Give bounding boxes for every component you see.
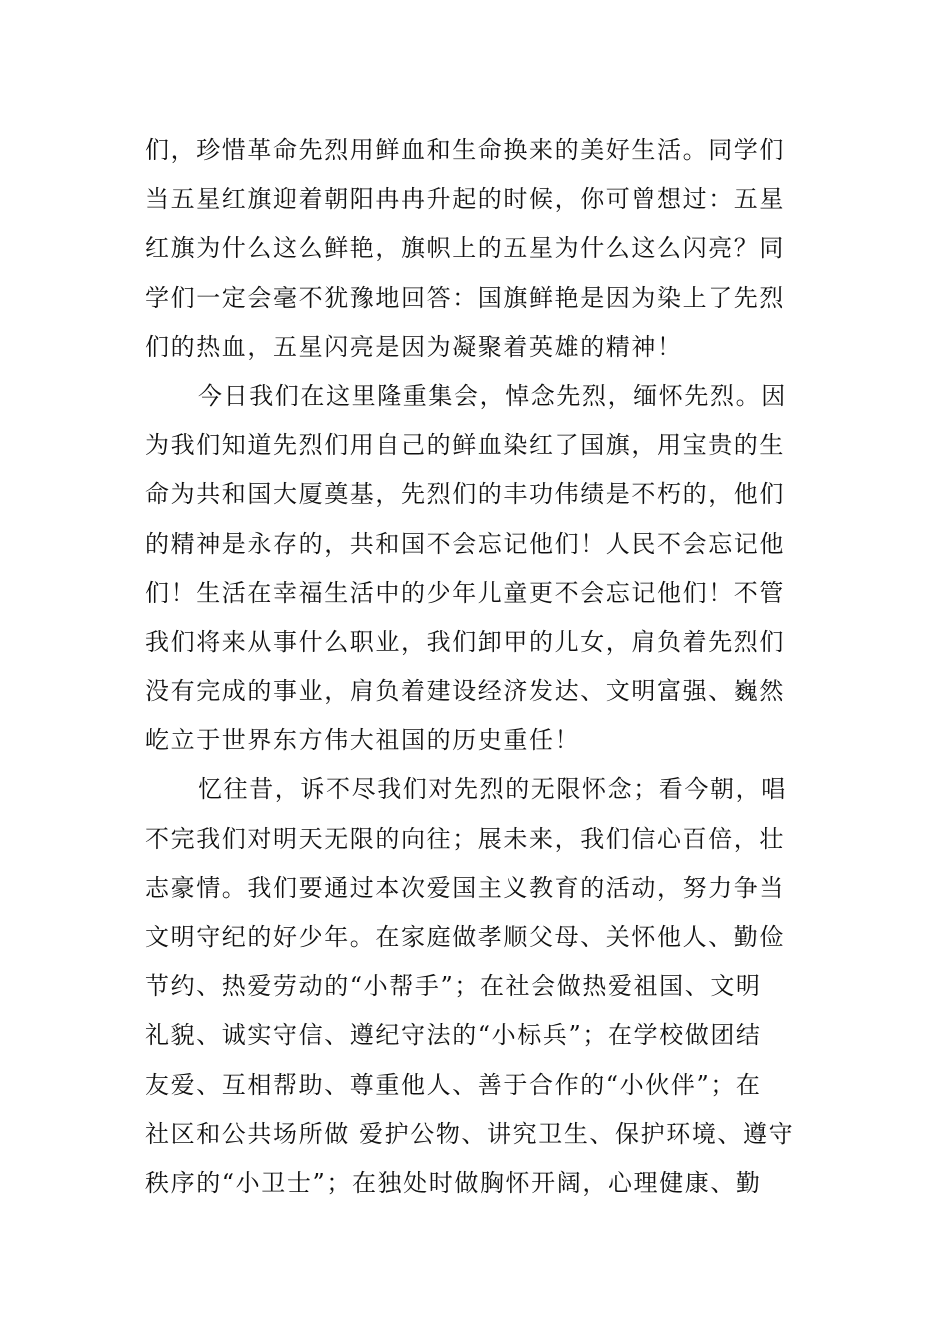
text-line: 秩序的“小卫士”；在独处时做胸怀开阔，心理健康、勤 [145,1168,762,1197]
text-line: 不完我们对明天无限的向往；展未来，我们信心百倍，壮 [145,824,785,853]
paragraph-first-line: 今日我们在这里隆重集会，悼念先烈，缅怀先烈。因 [198,381,787,410]
text-line: 学们一定会毫不犹豫地回答：国旗鲜艳是因为染上了先烈 [145,283,785,312]
text-line: 礼貌、诚实守信、遵纪守法的“小标兵”；在学校做团结 [145,1021,762,1050]
body-text [145,126,815,1208]
text-line: 们，珍惜革命先烈用鲜血和生命换来的美好生活。同学们 [145,136,785,164]
text-line: 红旗为什么这么鲜艳，旗帜上的五星为什么这么闪亮？同 [145,234,785,263]
text-line: 我们将来从事什么职业，我们卸甲的儿女，肩负着先烈们 [145,627,785,656]
text-line: 社区和公共场所做 爱护公物、讲究卫生、保护环境、遵守 [145,1119,795,1148]
text-line: 屹立于世界东方伟大祖国的历史重任！ [145,726,581,755]
text-line: 文明守纪的好少年。在家庭做孝顺父母、关怀他人、勤俭 [145,923,785,951]
text-line: 友爱、互相帮助、尊重他人、善于合作的“小伙伴”；在 [145,1070,762,1099]
text-line: 的精神是永存的，共和国不会忘记他们！人民不会忘记他 [145,529,785,558]
text-line: 们！生活在幸福生活中的少年儿童更不会忘记他们！不管 [145,578,785,607]
text-line: 节约、热爱劳动的“小帮手”；在社会做热爱祖国、文明 [145,972,762,1001]
text-line: 命为共和国大厦奠基，先烈们的丰功伟绩是不朽的，他们 [145,480,785,509]
text-line: 当五星红旗迎着朝阳冉冉升起的时候，你可曾想过：五星 [145,185,785,214]
text-line: 们的热血，五星闪亮是因为凝聚着英雄的精神！ [145,332,683,361]
text-line: 志豪情。我们要通过本次爱国主义教育的活动，努力争当 [145,873,785,902]
paragraph-first-line: 忆往昔，诉不尽我们对先烈的无限怀念；看今朝，唱 [198,775,787,804]
text-line: 为我们知道先烈们用自己的鲜血染红了国旗，用宝贵的生 [145,431,785,460]
text-line: 没有完成的事业，肩负着建设经济发达、文明富强、巍然 [145,677,785,706]
